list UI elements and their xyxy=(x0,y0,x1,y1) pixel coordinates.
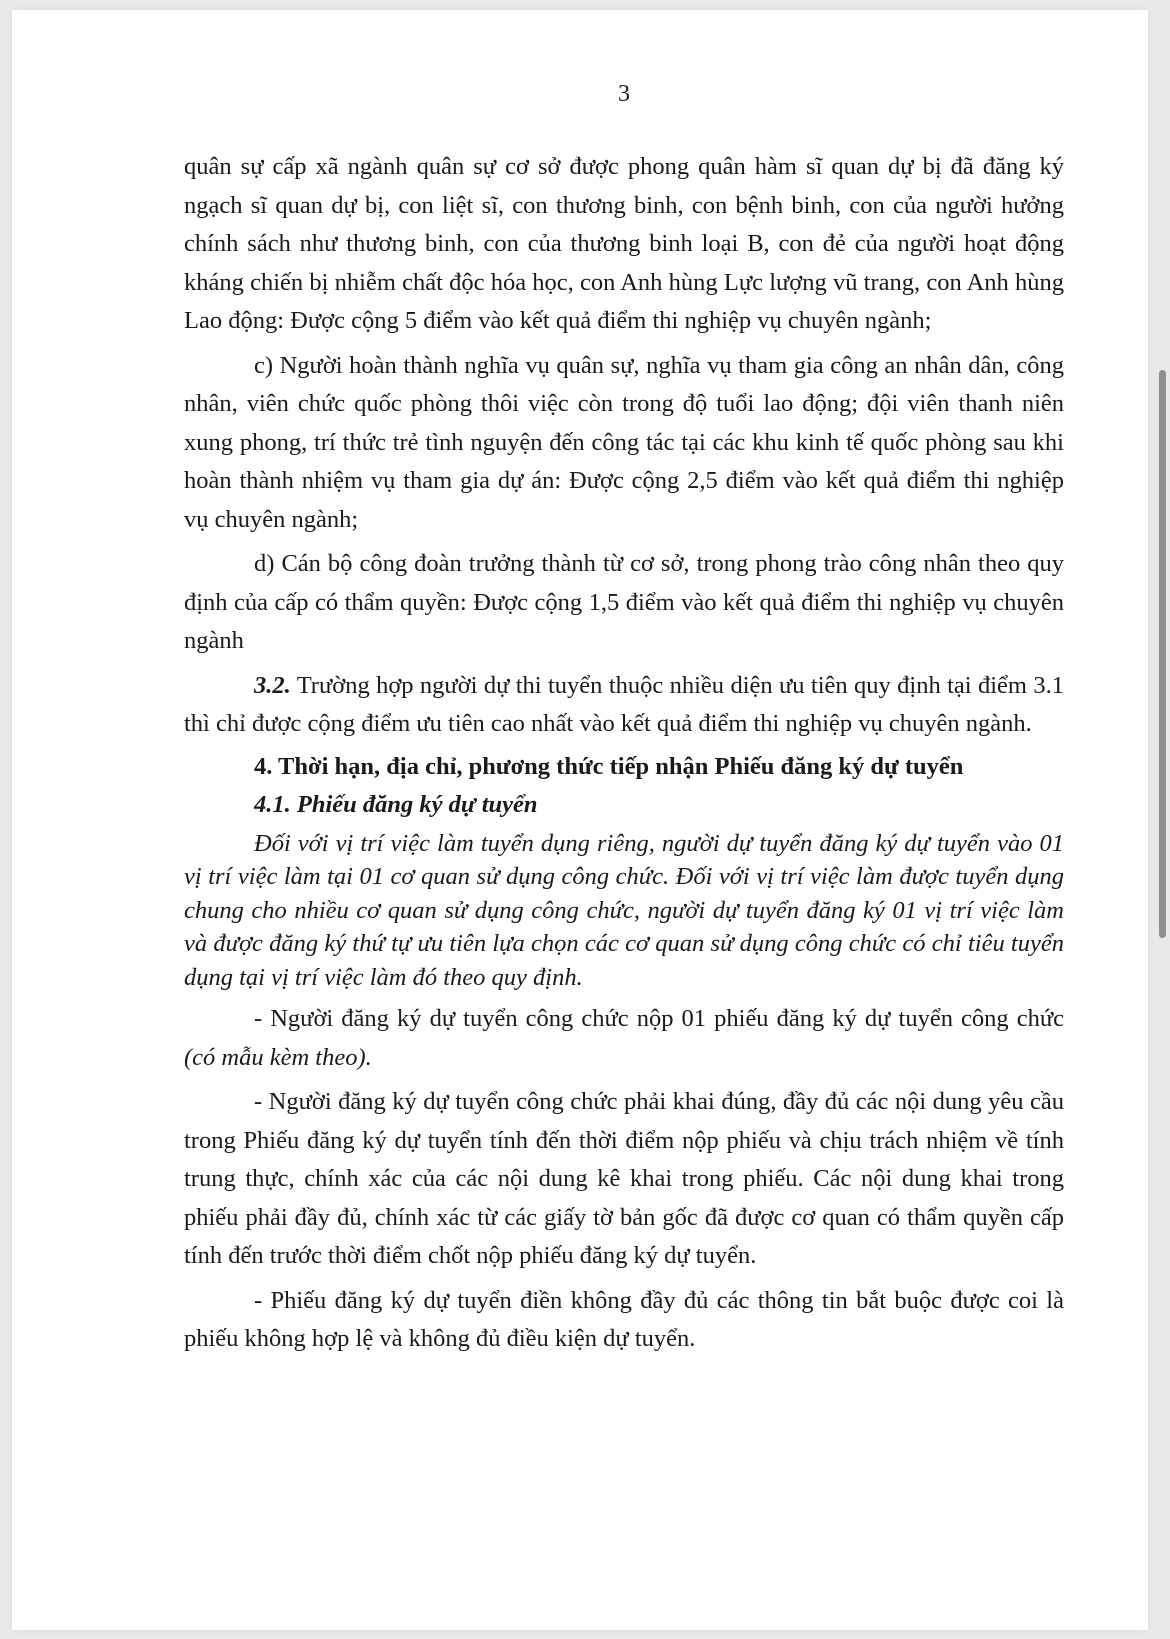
bullet-1-italic: (có mẫu kèm theo). xyxy=(184,1043,372,1071)
paragraph-continuation: quân sự cấp xã ngành quân sự cơ sở được phong quân hàm sĩ quan dự bị đã đăng ký ngạch sĩ quan dự bị, con liệt sĩ, con thương binh, con bệnh binh, con của người hưởng chính sách như thương binh, con của thương binh loại B, con đẻ của người hoạt động kháng chiến bị nhiễm chất độc hóa học, con Anh hùng Lực lượng vũ trang, con Anh hùng Lao động: Được cộng 5 điểm vào kết quả điểm thi nghiệp vụ chuyên ngành; xyxy=(184,153,1064,334)
vertical-scrollbar[interactable] xyxy=(1159,370,1166,938)
paragraph-item-c: c) Người hoàn thành nghĩa vụ quân sự, nghĩa vụ tham gia công an nhân dân, công nhân, viên chức quốc phòng thôi việc còn trong độ tuổi lao động; đội viên thanh niên xung phong, trí thức trẻ tình nguyện đến công tác tại các khu kinh tế quốc phòng sau khi hoàn thành nhiệm vụ tham gia dự án: Được cộng 2,5 điểm vào kết quả điểm thi nghiệp vụ chuyên ngành; xyxy=(184,351,1064,533)
section-heading-4-1: 4.1. Phiếu đăng ký dự tuyển xyxy=(254,791,538,818)
paragraph-bullet-2: - Người đăng ký dự tuyển công chức phải khai đúng, đầy đủ các nội dung yêu cầu trong Phiếu đăng ký dự tuyển tính đến thời điểm nộp phiếu và chịu trách nhiệm về tính trung thực, chính xác của các nội dung kê khai trong phiếu. Các nội dung khai trong phiếu phải đầy đủ, chính xác từ các giấy tờ bản gốc đã được cơ quan có thẩm quyền cấp tính đến trước thời điểm chốt nộp phiếu đăng ký dự tuyển. xyxy=(184,1088,1064,1269)
page-number: 3 xyxy=(618,81,630,107)
paragraph-3-2 xyxy=(184,667,1064,744)
paragraph-3-2-text: Trường hợp người dự thi tuyển thuộc nhiều diện ưu tiên quy định tại điểm 3.1 thì chỉ được cộng điểm ưu tiên cao nhất vào kết quả điểm thi nghiệp vụ chuyên ngành. xyxy=(184,671,1064,737)
paragraph-bullet-1 xyxy=(184,1000,1064,1077)
section-label-3-2: 3.2. xyxy=(254,671,291,699)
document-page xyxy=(12,10,1148,1630)
paragraph-bullet-3: - Phiếu đăng ký dự tuyển điền không đầy đủ các thông tin bắt buộc được coi là phiếu không hợp lệ và không đủ điều kiện dự tuyển. xyxy=(184,1286,1064,1352)
page-body xyxy=(184,148,1064,1359)
section-heading-4: 4. Thời hạn, địa chỉ, phương thức tiếp nhận Phiếu đăng ký dự tuyển xyxy=(254,752,964,780)
bullet-1-text: - Người đăng ký dự tuyển công chức nộp 01 phiếu đăng ký dự tuyển công chức xyxy=(254,1005,1064,1032)
paragraph-italic-note: Đối với vị trí việc làm tuyển dụng riêng, người dự tuyển đăng ký dự tuyển vào 01 vị trí việc làm tại 01 cơ quan sử dụng công chức. Đối với vị trí việc làm được tuyển dụng chung cho nhiều cơ quan sử dụng công chức, người dự tuyển đăng ký 01 vị trí việc làm và được đăng ký thứ tự ưu tiên lựa chọn các cơ quan sử dụng công chức có chỉ tiêu tuyển dụng tại vị trí việc làm đó theo quy định. xyxy=(184,829,1064,991)
paragraph-item-d: d) Cán bộ công đoàn trưởng thành từ cơ sở, trong phong trào công nhân theo quy định của cấp có thẩm quyền: Được cộng 1,5 điểm vào kết quả điểm thi nghiệp vụ chuyên ngành xyxy=(184,550,1064,654)
